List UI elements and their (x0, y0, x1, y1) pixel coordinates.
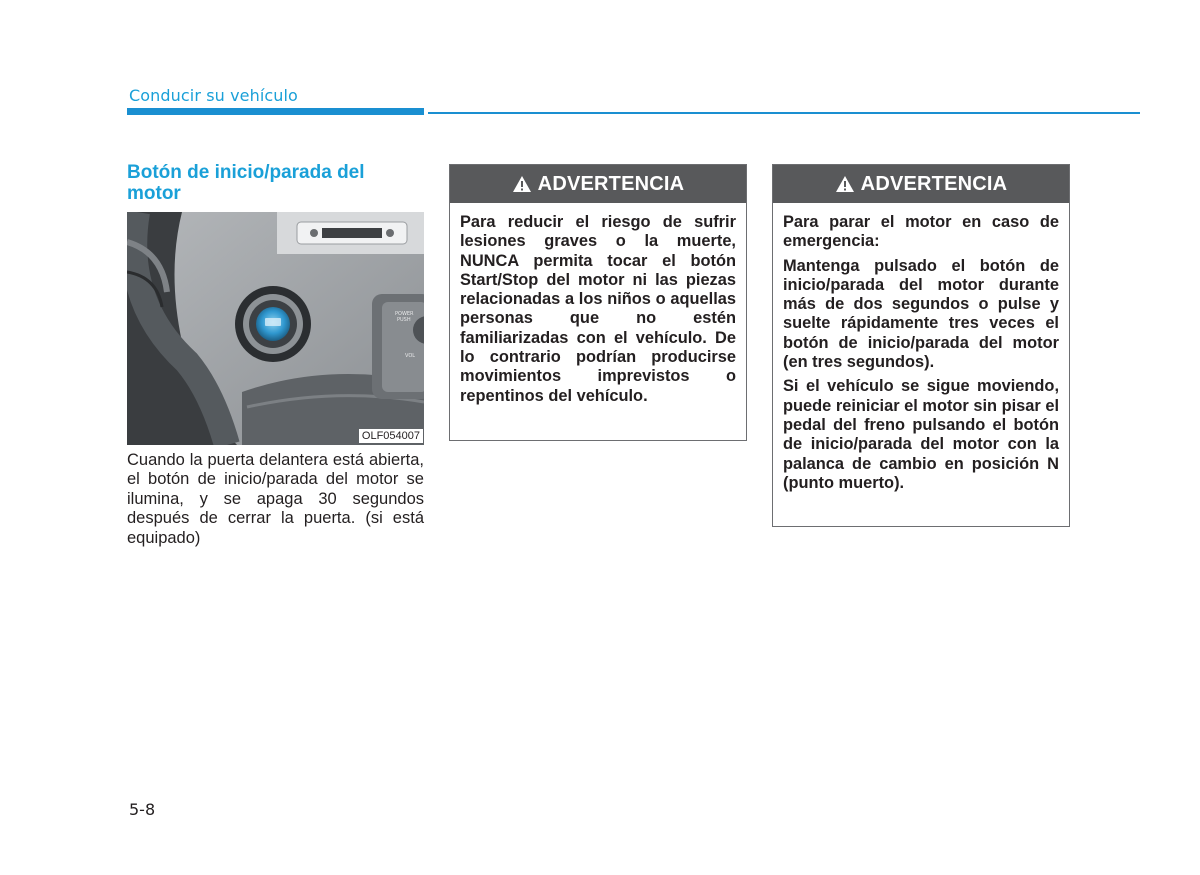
warning-box-2 (772, 164, 1070, 527)
warning-box-1 (449, 164, 747, 441)
push-label: PUSH (397, 317, 411, 323)
body-paragraph: Cuando la puerta delantera está abierta, el botón de inicio/parada del motor se ilumina, y se apaga 30 segundos después de cerrar la puerta. (si está equipado) (127, 451, 424, 547)
vol-label: VOL (405, 353, 416, 359)
warning-body (450, 203, 746, 406)
section-heading: Botón de inicio/parada del motor (127, 162, 365, 204)
header-rule-thick (127, 108, 424, 115)
warning-header (773, 165, 1069, 203)
dashboard-illustration (127, 212, 424, 445)
warning-header (450, 165, 746, 203)
start-button-photo (127, 212, 424, 445)
warning-title: ADVERTENCIA (860, 172, 1008, 195)
warning-body (773, 203, 1069, 493)
warning-paragraph: Para parar el motor en caso de emergencia: (783, 213, 1059, 251)
page-number: 5-8 (129, 800, 156, 819)
figure-code: OLF054007 (359, 429, 423, 443)
section-title: Conducir su vehículo (129, 86, 298, 105)
warning-paragraph: Si el vehículo se sigue moviendo, puede reiniciar el motor sin pisar el pedal del freno pulsando el botón de inicio/parada del motor con la palanca de cambio en posición N (punto muerto). (783, 377, 1059, 492)
header-rule-thin (428, 112, 1140, 114)
warning-triangle-icon (512, 175, 532, 193)
warning-title: ADVERTENCIA (537, 172, 685, 195)
warning-triangle-icon (835, 175, 855, 193)
warning-paragraph: Mantenga pulsado el botón de inicio/parada del motor durante más de dos segundos o pulse y suelte rápidamente tres veces el botón de inicio/parada del motor (en tres segundos). (783, 256, 1059, 372)
warning-paragraph: Para reducir el riesgo de sufrir lesiones graves o la muerte, NUNCA permita tocar el botón Start/Stop del motor ni las piezas relacionadas a los niños o aquellas personas que no estén familiarizadas con el vehículo. De lo contrario podrían producirse movimientos imprevistos o repentinos del vehículo. (460, 213, 736, 405)
power-label: POWER (395, 311, 414, 317)
